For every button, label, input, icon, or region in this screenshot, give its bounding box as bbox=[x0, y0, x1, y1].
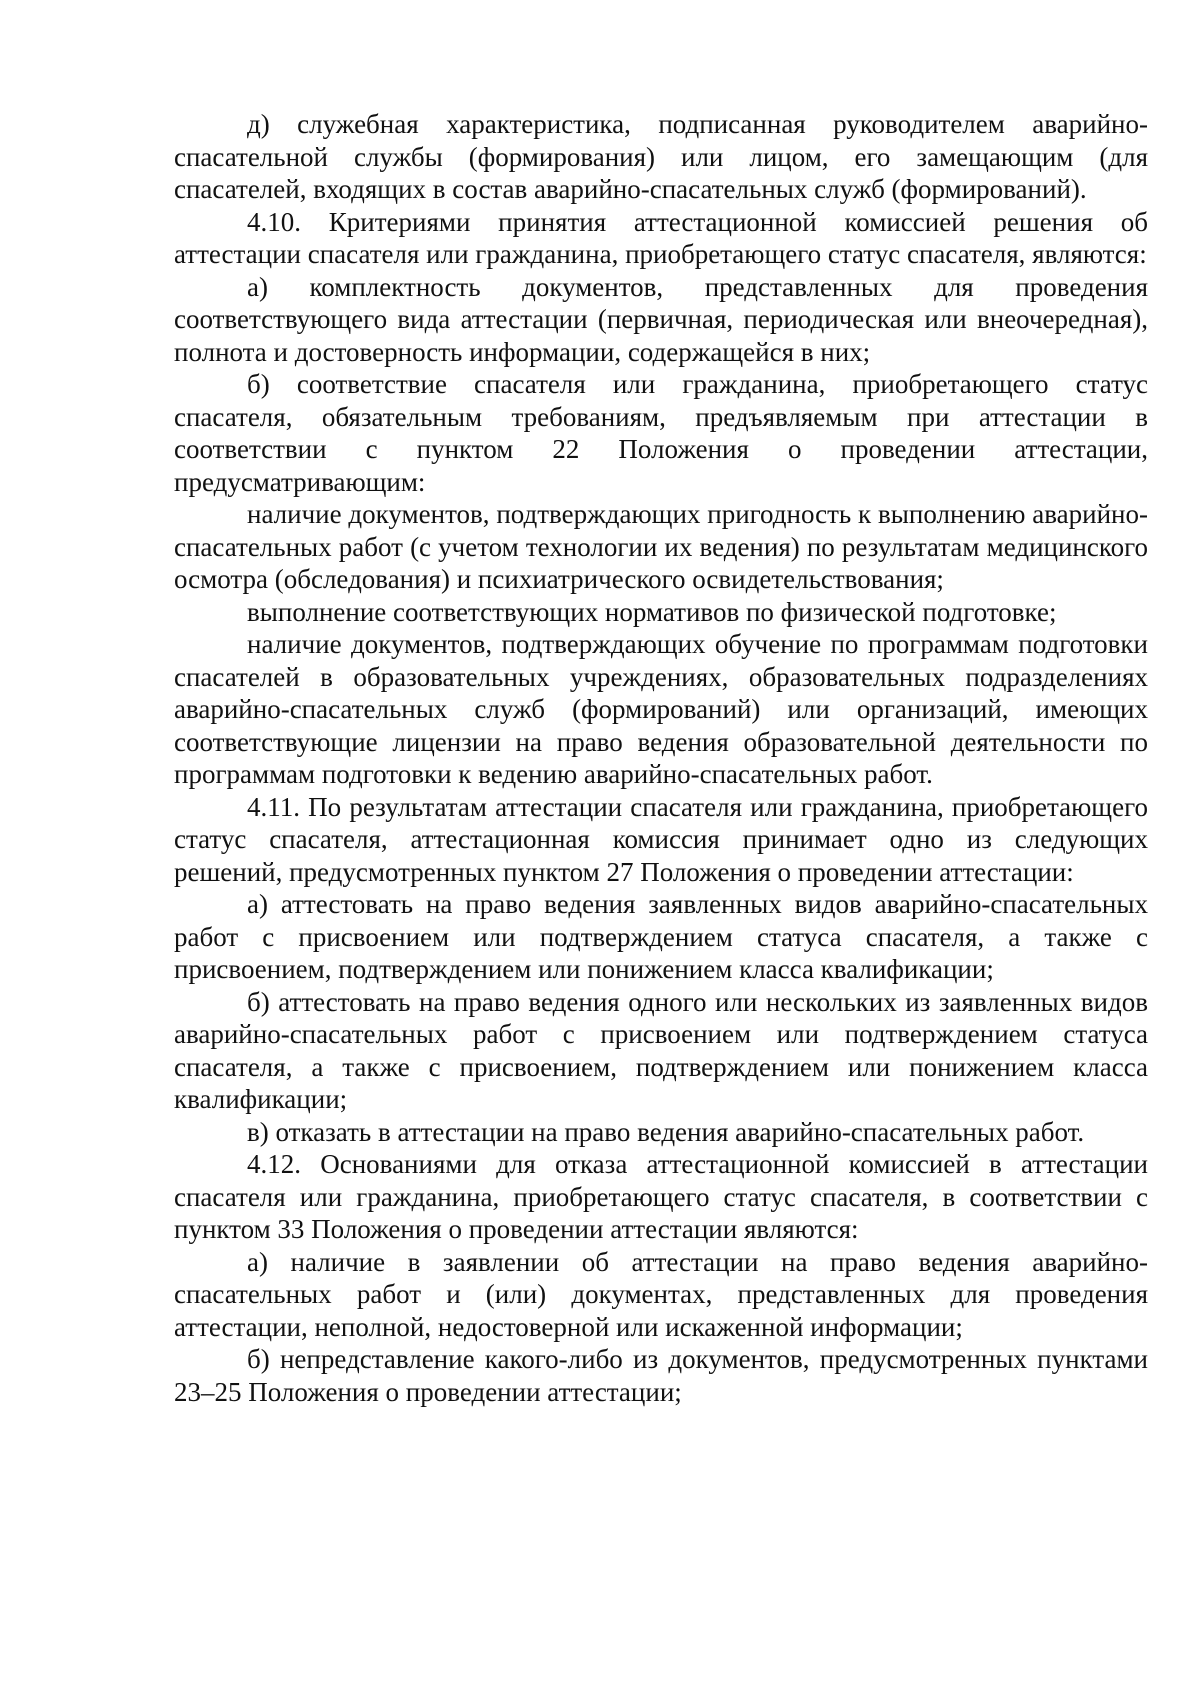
paragraph-b-missing-documents: б) непредставление какого-либо из документов, предусмотренных пунктами 23–25 Положения о проведении аттестации; bbox=[174, 1344, 1148, 1407]
paragraph-a-documents-completeness: а) комплектность документов, представленных для проведения соответствующего вида аттестации (первичная, периодическая или внеочередная), полнота и достоверность информации, содержащейся в них; bbox=[174, 271, 1148, 367]
paragraph-4-12-refusal-grounds: 4.12. Основаниями для отказа аттестационной комиссией в аттестации спасателя или гражданина, приобретающего статус спасателя, в соответствии с пунктом 33 Положения о проведении аттестации являются: bbox=[174, 1149, 1148, 1244]
paragraph-training-documents: наличие документов, подтверждающих обучение по программам подготовки спасателей в образовательных учреждениях, образовательных подразделениях аварийно-спасательных служб (формирований) или организаций, имеющих соответствующие лицензии на право ведения образовательной деятельности по программам подготовки к ведению аварийно-спасательных работ. bbox=[174, 629, 1148, 789]
paragraph-b-certify-some: б) аттестовать на право ведения одного или нескольких из заявленных видов аварийно-спасательных работ с присвоением или подтверждением статуса спасателя, а также с присвоением, подтверждением или понижением класса квалификации; bbox=[174, 986, 1148, 1114]
paragraph-medical-documents: наличие документов, подтверждающих пригодность к выполнению аварийно-спасательных работ (с учетом технологии их ведения) по результатам медицинского осмотра (обследования) и психиатрического освидетельствования; bbox=[174, 499, 1148, 594]
paragraph-a-certify-all: а) аттестовать на право ведения заявленных видов аварийно-спасательных работ с присвоением или подтверждением статуса спасателя, а также с присвоением, подтверждением или понижением класса квалификации; bbox=[174, 889, 1148, 984]
paragraph-b-requirements-compliance: б) соответствие спасателя или гражданина, приобретающего статус спасателя, обязательным требованиям, предъявляемым при аттестации в соответствии с пунктом 22 Положения о проведении аттестации, предусматривающим: bbox=[174, 369, 1148, 497]
paragraph-4-11-decisions: 4.11. По результатам аттестации спасателя или гражданина, приобретающего статус спасателя, аттестационная комиссия принимает одно из следующих решений, предусмотренных пунктом 27 Положения о проведении аттестации: bbox=[174, 791, 1148, 887]
paragraph-physical-standards: выполнение соответствующих нормативов по физической подготовке; bbox=[247, 596, 1057, 627]
document-page bbox=[174, 108, 1148, 1408]
paragraph-v-refuse: в) отказать в аттестации на право ведения аварийно-спасательных работ. bbox=[247, 1116, 1085, 1147]
paragraph-a-false-information: а) наличие в заявлении об аттестации на право ведения аварийно-спасательных работ и (или) документах, представленных для проведения аттестации, неполной, недостоверной или искаженной информации; bbox=[174, 1246, 1148, 1342]
paragraph-d-service-reference: д) служебная характеристика, подписанная руководителем аварийно-спасательной службы (формирования) или лицом, его замещающим (для спасателей, входящих в состав аварийно-спасательных служб (формирований). bbox=[174, 109, 1148, 204]
paragraph-4-10-criteria: 4.10. Критериями принятия аттестационной комиссией решения об аттестации спасателя или гражданина, приобретающего статус спасателя, являются: bbox=[174, 206, 1148, 269]
